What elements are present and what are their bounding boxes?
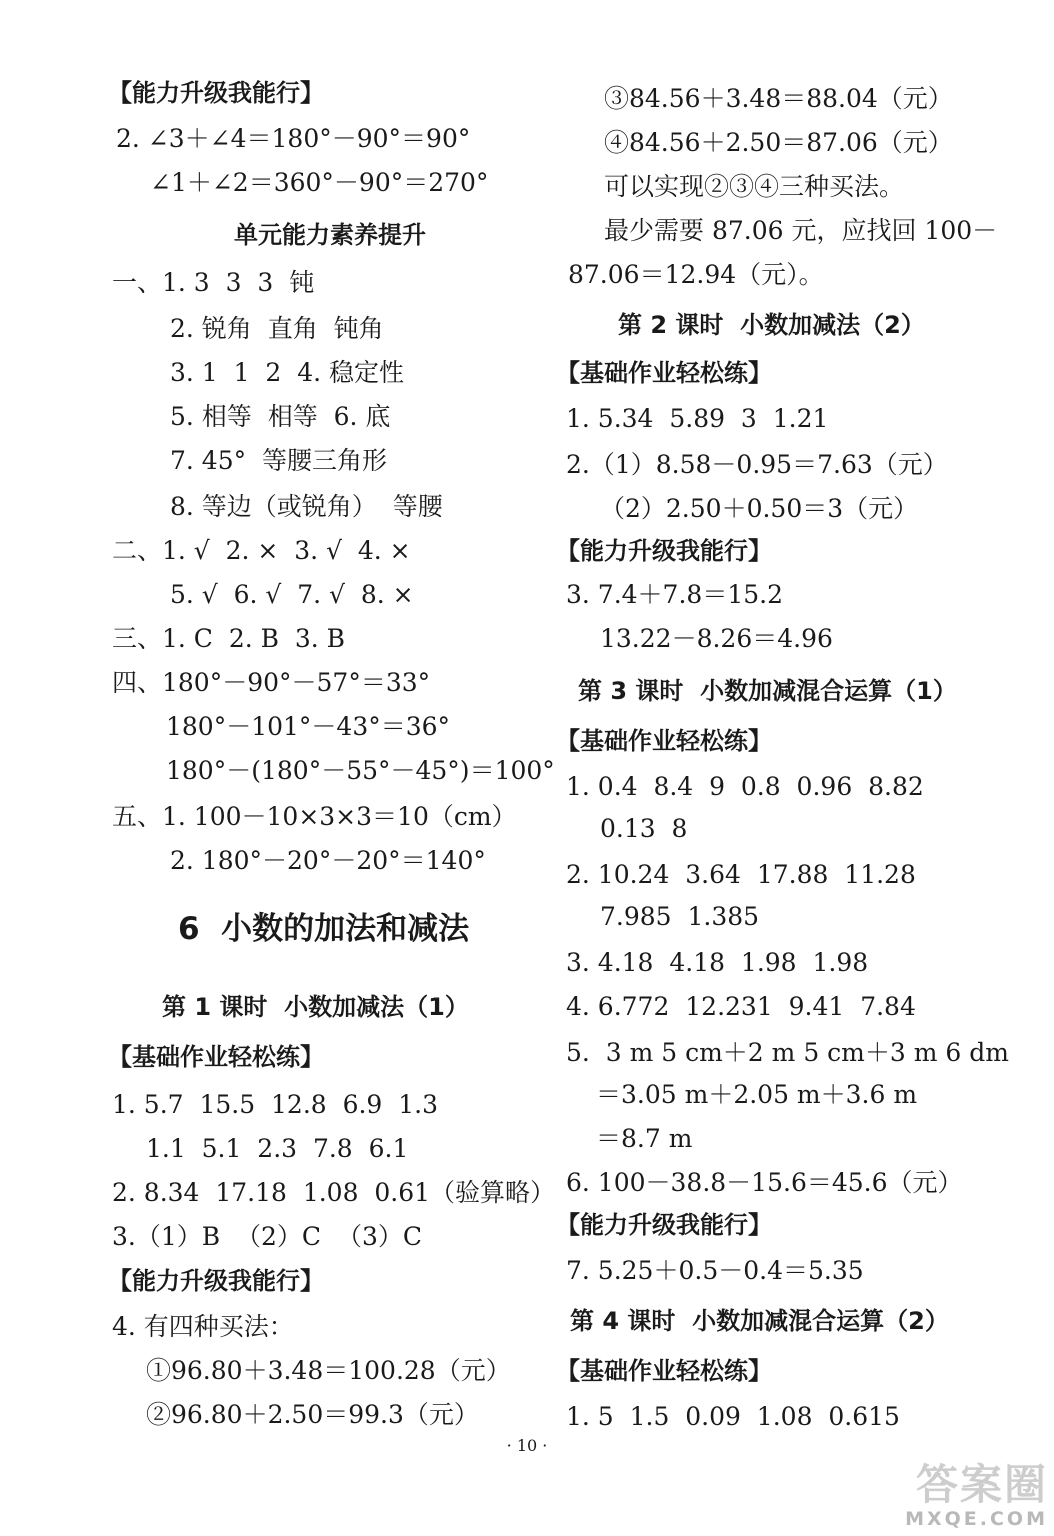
answer-line: 8. 等边（或锐角） 等腰: [170, 492, 443, 521]
answer-line: 3.（1）B （2）C （3）C: [112, 1222, 422, 1251]
answer-line: 180°－(180°－55°－45°)＝100°: [166, 756, 555, 785]
answer-line: 四、180°－90°－57°＝33°: [112, 668, 431, 697]
answer-line: ①96.80＋3.48＝100.28（元）: [146, 1356, 511, 1385]
answer-line: 5. √ 6. √ 7. √ 8. ×: [170, 580, 414, 609]
answer-line: ＝3.05 m＋2.05 m＋3.6 m: [596, 1080, 918, 1109]
answer-line: 2. 10.24 3.64 17.88 11.28: [566, 860, 916, 889]
answer-line: ＝8.7 m: [596, 1124, 693, 1153]
answer-line: 13.22－8.26＝4.96: [600, 624, 833, 653]
answer-line: 4. 6.772 12.231 9.41 7.84: [566, 992, 916, 1021]
answer-line: （2）2.50＋0.50＝3（元）: [600, 494, 919, 523]
answer-line: ∠1＋∠2＝360°－90°＝270°: [150, 168, 489, 197]
answer-line: 3. 7.4＋7.8＝15.2: [566, 580, 783, 609]
answer-line: 180°－101°－43°＝36°: [166, 712, 451, 741]
section-heading: 【能力升级我能行】: [108, 1267, 324, 1295]
answer-line: 可以实现②③④三种买法。: [604, 172, 905, 201]
answer-line: 2. 锐角 直角 钝角: [170, 314, 384, 343]
page-number: · 10 ·: [506, 1436, 548, 1455]
answer-line: 1. 5 1.5 0.09 1.08 0.615: [566, 1402, 900, 1431]
answer-line: 五、1. 100－10×3×3＝10（cm）: [112, 802, 517, 831]
answer-line: 7. 45° 等腰三角形: [170, 446, 388, 475]
answer-line: 4. 有四种买法：: [112, 1312, 294, 1341]
section-heading: 【基础作业轻松练】: [556, 359, 772, 387]
answer-line: ②96.80＋2.50＝99.3（元）: [146, 1400, 479, 1429]
answer-line: 2. 180°－20°－20°＝140°: [170, 846, 486, 875]
unit-title: 单元能力素养提升: [234, 221, 426, 249]
answer-line: 2. ∠3＋∠4＝180°－90°＝90°: [116, 124, 471, 153]
watermark-text: 答案圈: [915, 1460, 1048, 1509]
answer-line: ③84.56＋3.48＝88.04（元）: [604, 84, 953, 113]
answer-line: 3. 4.18 4.18 1.98 1.98: [566, 948, 869, 977]
answer-line: 6. 100－38.8－15.6＝45.6（元）: [566, 1168, 963, 1197]
lesson-title: 第 2 课时 小数加减法（2）: [618, 311, 925, 339]
section-heading: 【基础作业轻松练】: [108, 1043, 324, 1071]
answer-line: 5. 3 m 5 cm＋2 m 5 cm＋3 m 6 dm: [566, 1038, 1009, 1067]
answer-line: 一、1. 3 3 3 钝: [112, 268, 315, 297]
watermark-url: MXQE.COM: [905, 1508, 1048, 1530]
answer-line: 2. 8.34 17.18 1.08 0.61（验算略）: [112, 1178, 556, 1207]
section-heading: 【基础作业轻松练】: [556, 1357, 772, 1385]
answer-line: 1. 0.4 8.4 9 0.8 0.96 8.82: [566, 772, 924, 801]
answer-line: 三、1. C 2. B 3. B: [112, 624, 346, 653]
answer-line: 0.13 8: [600, 814, 688, 843]
answer-line: ④84.56＋2.50＝87.06（元）: [604, 128, 953, 157]
answer-line: 3. 1 1 2 4. 稳定性: [170, 358, 404, 387]
answer-line: 1. 5.7 15.5 12.8 6.9 1.3: [112, 1090, 438, 1119]
section-heading: 【能力升级我能行】: [556, 1211, 772, 1239]
answer-line: 7. 5.25＋0.5－0.4＝5.35: [566, 1256, 864, 1285]
answer-line: 2.（1）8.58－0.95＝7.63（元）: [566, 450, 948, 479]
section-heading: 【基础作业轻松练】: [556, 727, 772, 755]
answer-line: 1.1 5.1 2.3 7.8 6.1: [146, 1134, 409, 1163]
answer-line: 5. 相等 相等 6. 底: [170, 402, 391, 431]
chapter-title: 6 小数的加法和减法: [178, 911, 470, 947]
answer-line: 最少需要 87.06 元，应找回 100－: [604, 216, 998, 245]
watermark-logo: [862, 1456, 1048, 1530]
answer-line: 1. 5.34 5.89 3 1.21: [566, 404, 829, 433]
answer-line: 7.985 1.385: [600, 902, 760, 931]
section-heading: 【能力升级我能行】: [108, 79, 324, 107]
section-heading: 【能力升级我能行】: [556, 537, 772, 565]
answer-line: 二、1. √ 2. × 3. √ 4. ×: [112, 536, 411, 565]
answer-line: 87.06＝12.94（元）。: [568, 260, 824, 289]
lesson-title: 第 3 课时 小数加减混合运算（1）: [578, 677, 957, 705]
lesson-title: 第 1 课时 小数加减法（1）: [162, 993, 469, 1021]
lesson-title: 第 4 课时 小数加减混合运算（2）: [570, 1307, 949, 1335]
